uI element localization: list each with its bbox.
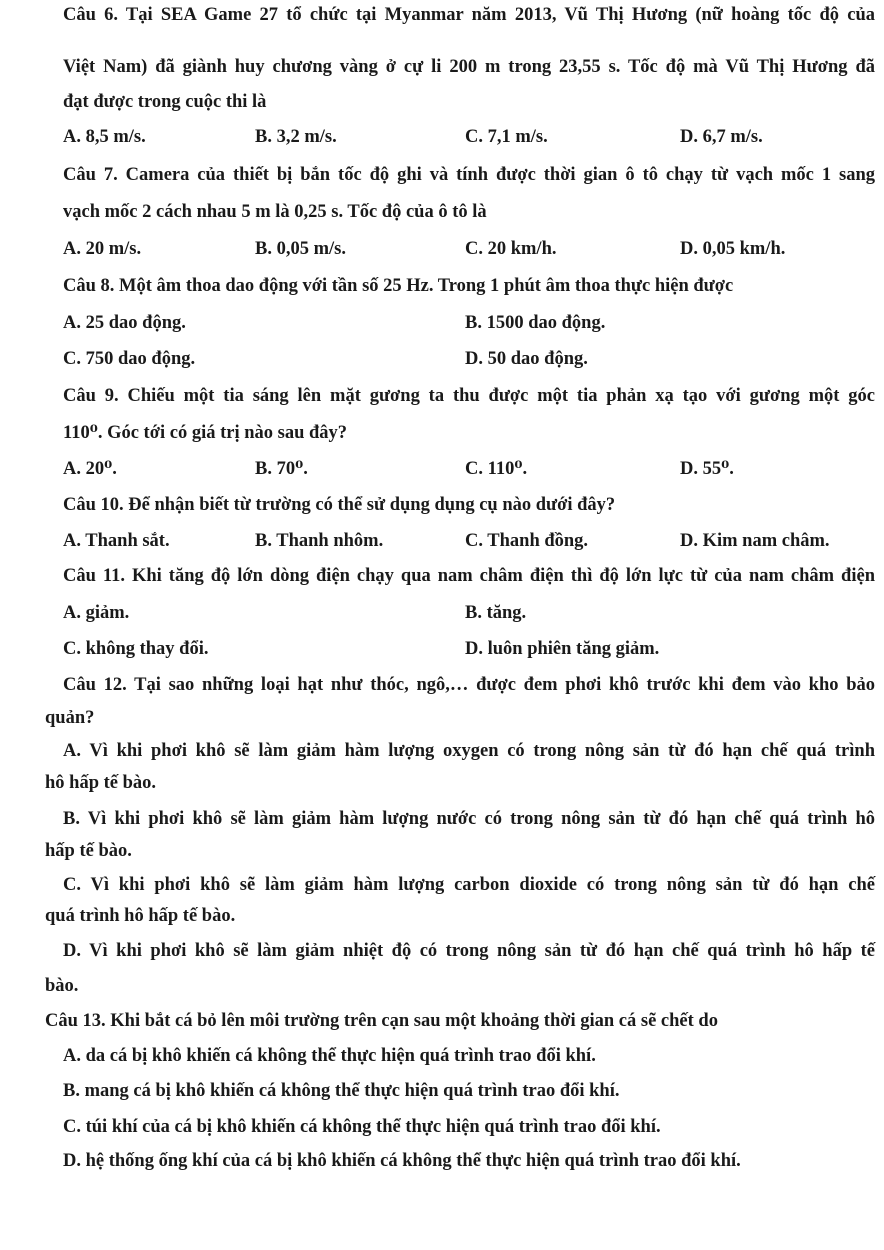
q12-option-d-line-2: bào. — [45, 976, 79, 996]
q10-option-a: A. Thanh sắt. — [63, 531, 170, 551]
q13-option-c: C. túi khí của cá bị khô khiến cá không thể thực hiện quá trình trao đổi khí. — [63, 1117, 661, 1137]
q12-option-c-line-2: quá trình hô hấp tế bào. — [45, 906, 236, 926]
q12-option-a-line-2: hô hấp tế bào. — [45, 773, 157, 793]
q6-option-a: A. 8,5 m/s. — [63, 127, 146, 147]
question-12-line-1: Câu 12. Tại sao những loại hạt như thóc, ngô,… được đem phơi khô trước khi đem vào kho bảo — [63, 675, 875, 695]
question-9-line-1: Câu 9. Chiếu một tia sáng lên mặt gương ta thu được một tia phản xạ tạo với gương một góc — [63, 386, 875, 406]
q12-option-c-line-1: C. Vì khi phơi khô sẽ làm giảm hàm lượng carbon dioxide có trong nông sản từ đó hạn chế — [63, 875, 875, 895]
q9-option-a: A. 20⁰. — [63, 459, 117, 479]
q7-option-d: D. 0,05 km/h. — [680, 239, 786, 259]
question-6-line-1: Câu 6. Tại SEA Game 27 tổ chức tại Myanmar năm 2013, Vũ Thị Hương (nữ hoàng tốc độ của — [63, 5, 875, 25]
q9-option-d: D. 55⁰. — [680, 459, 734, 479]
question-11-line-1: Câu 11. Khi tăng độ lớn dòng điện chạy qua nam châm điện thì độ lớn lực từ của nam châm điện — [63, 566, 875, 586]
q8-option-d: D. 50 dao động. — [465, 349, 588, 369]
question-6-line-3: đạt được trong cuộc thi là — [63, 92, 267, 112]
q10-option-d: D. Kim nam châm. — [680, 531, 830, 551]
question-10-line-1: Câu 10. Để nhận biết từ trường có thể sử dụng dụng cụ nào dưới đây? — [63, 495, 616, 515]
q12-option-d-line-1: D. Vì khi phơi khô sẽ làm giảm nhiệt độ có trong nông sản từ đó hạn chế quá trình hô hấp tế — [63, 941, 875, 961]
q6-option-d: D. 6,7 m/s. — [680, 127, 763, 147]
q8-option-a: A. 25 dao động. — [63, 313, 186, 333]
q11-option-b: B. tăng. — [465, 603, 527, 623]
q10-option-b: B. Thanh nhôm. — [255, 531, 384, 551]
q13-option-b: B. mang cá bị khô khiến cá không thể thực hiện quá trình trao đổi khí. — [63, 1081, 620, 1101]
q12-option-b-line-1: B. Vì khi phơi khô sẽ làm giảm hàm lượng nước có trong nông sản từ đó hạn chế quá trình hô — [63, 809, 875, 829]
q6-option-c: C. 7,1 m/s. — [465, 127, 548, 147]
q7-option-c: C. 20 km/h. — [465, 239, 557, 259]
q11-option-c: C. không thay đổi. — [63, 639, 209, 659]
q9-option-c: C. 110⁰. — [465, 459, 528, 479]
question-13-line-1: Câu 13. Khi bắt cá bỏ lên môi trường trên cạn sau một khoảng thời gian cá sẽ chết do — [45, 1011, 718, 1031]
q13-option-a: A. da cá bị khô khiến cá không thể thực hiện quá trình trao đổi khí. — [63, 1046, 596, 1066]
question-8-line-1: Câu 8. Một âm thoa dao động với tần số 25 Hz. Trong 1 phút âm thoa thực hiện được — [63, 276, 734, 296]
q10-option-c: C. Thanh đồng. — [465, 531, 589, 551]
q11-option-a: A. giảm. — [63, 603, 130, 623]
question-7-line-1: Câu 7. Camera của thiết bị bắn tốc độ ghi và tính được thời gian ô tô chạy từ vạch mốc 1 sang — [63, 165, 875, 185]
question-6-line-2: Việt Nam) đã giành huy chương vàng ở cự li 200 m trong 23,55 s. Tốc độ mà Vũ Thị Hương đã — [63, 57, 875, 77]
question-7-line-2: vạch mốc 2 cách nhau 5 m là 0,25 s. Tốc độ của ô tô là — [63, 202, 487, 222]
question-9-line-2: 110⁰. Góc tới có giá trị nào sau đây? — [63, 423, 348, 443]
q9-option-b: B. 70⁰. — [255, 459, 308, 479]
q12-option-b-line-2: hấp tế bào. — [45, 841, 132, 861]
q7-option-b: B. 0,05 m/s. — [255, 239, 346, 259]
question-12-line-2: quản? — [45, 708, 95, 728]
q6-option-b: B. 3,2 m/s. — [255, 127, 337, 147]
q13-option-d: D. hệ thống ống khí của cá bị khô khiến cá không thể thực hiện quá trình trao đổi khí. — [63, 1151, 741, 1171]
q8-option-c: C. 750 dao động. — [63, 349, 196, 369]
q8-option-b: B. 1500 dao động. — [465, 313, 606, 333]
q12-option-a-line-1: A. Vì khi phơi khô sẽ làm giảm hàm lượng oxygen có trong nông sản từ đó hạn chế quá trình — [63, 741, 875, 761]
q7-option-a: A. 20 m/s. — [63, 239, 142, 259]
q11-option-d: D. luôn phiên tăng giảm. — [465, 639, 660, 659]
